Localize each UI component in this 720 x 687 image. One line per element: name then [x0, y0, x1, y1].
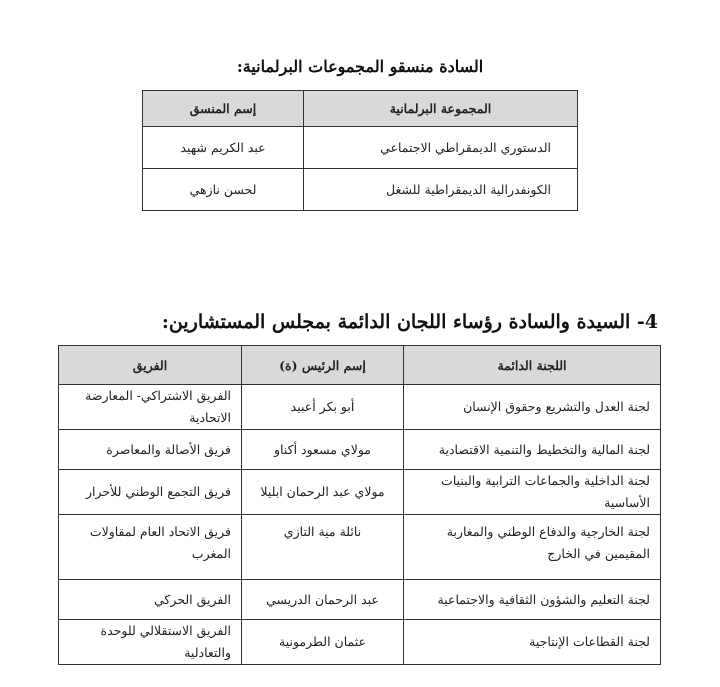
table-row — [143, 127, 578, 169]
president-cell: عثمان الطرمونية — [242, 620, 404, 665]
section1-title: السادة منسقو المجموعات البرلمانية: — [236, 57, 484, 76]
president-cell: مولاي مسعود أكناو — [242, 430, 404, 470]
header-committee: اللجنة الدائمة — [404, 346, 661, 385]
president-cell: مولاي عبد الرحمان ابليلا — [242, 470, 404, 515]
header-president: إسم الرئيس (ة) — [242, 346, 404, 385]
table-row — [143, 169, 578, 211]
president-cell: نائلة مية التازي — [242, 515, 404, 580]
president-cell: أبو بكر أعبيد — [242, 385, 404, 430]
committee-cell: لجنة المالية والتخطيط والتنمية الاقتصادية — [404, 430, 661, 470]
team-cell: فريق الأصالة والمعاصرة — [59, 430, 242, 470]
table-row — [59, 430, 661, 470]
header-group: المجموعة البرلمانية — [304, 91, 578, 127]
team-cell: الفريق الاستقلالي للوحدة والتعادلية — [59, 620, 242, 665]
coordinator-cell: عبد الكريم شهيد — [143, 127, 304, 169]
header-team: الفريق — [59, 346, 242, 385]
section2-title: 4- السيدة والسادة رؤساء اللجان الدائمة بمجلس المستشارين: — [161, 311, 658, 333]
group-cell: الدستوري الديمقراطي الاجتماعي — [304, 127, 578, 169]
team-cell: الفريق الحركي — [59, 580, 242, 620]
president-cell: عبد الرحمان الدريسي — [242, 580, 404, 620]
table-row — [59, 385, 661, 430]
group-cell: الكونفدرالية الديمقراطية للشغل — [304, 169, 578, 211]
table-row — [59, 515, 661, 580]
header-coordinator: إسم المنسق — [143, 91, 304, 127]
committee-cell: لجنة القطاعات الإنتاجية — [404, 620, 661, 665]
coordinator-cell: لحسن نازهي — [143, 169, 304, 211]
committee-cell: لجنة الخارجية والدفاع الوطني والمغاربة المقيمين في الخارج — [404, 515, 661, 580]
team-cell: فريق الاتحاد العام لمقاولات المغرب — [59, 515, 242, 580]
committee-cell: لجنة العدل والتشريع وحقوق الإنسان — [404, 385, 661, 430]
standing-committees-table — [58, 345, 661, 665]
table-header-row — [143, 91, 578, 127]
committee-cell: لجنة التعليم والشؤون الثقافية والاجتماعية — [404, 580, 661, 620]
table-row — [59, 620, 661, 665]
parliamentary-groups-table — [142, 90, 578, 211]
table-row — [59, 580, 661, 620]
table-header-row — [59, 346, 661, 385]
team-cell: فريق التجمع الوطني للأحرار — [59, 470, 242, 515]
team-cell: الفريق الاشتراكي- المعارضة الاتحادية — [59, 385, 242, 430]
table-row — [59, 470, 661, 515]
committee-cell: لجنة الداخلية والجماعات الترابية والبنيات الأساسية — [404, 470, 661, 515]
